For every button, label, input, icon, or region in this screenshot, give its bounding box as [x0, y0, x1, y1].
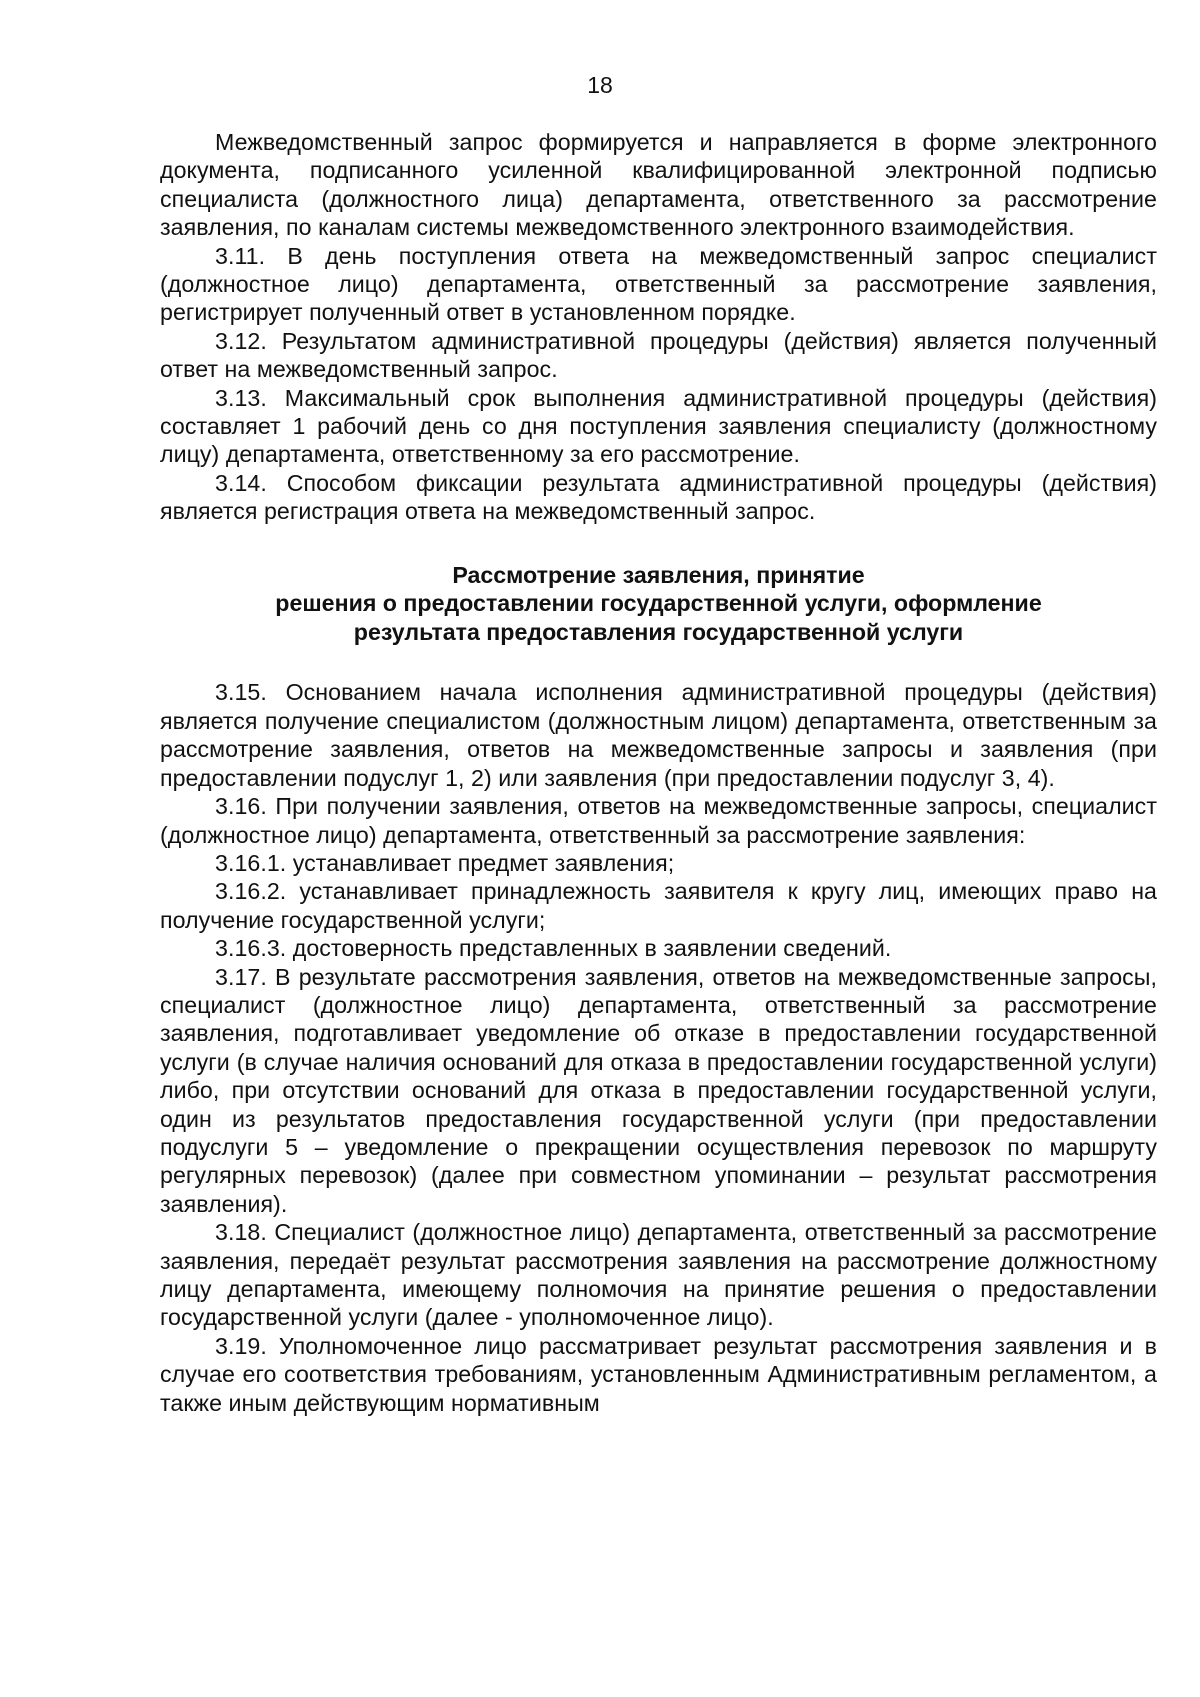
- paragraph-3-13: 3.13. Максимальный срок выполнения административной процедуры (действия) составляет 1 рабочий день со дня поступления заявления специалисту (должностному лицу) департамента, ответственному за его рассмотрение.: [160, 384, 1157, 468]
- paragraph-3-12: 3.12. Результатом административной процедуры (действия) является полученный ответ на межведомственный запрос.: [160, 327, 1157, 383]
- paragraph-3-18: 3.18. Специалист (должностное лицо) департамента, ответственный за рассмотрение заявления, передаёт результат рассмотрения заявления на рассмотрение должностному лицу департамента, имеющему полномочия на принятие решения о предоставлении государственной услуги (далее - уполномоченное лицо).: [160, 1219, 1157, 1331]
- section-heading-line: Рассмотрение заявления, принятие: [452, 561, 865, 588]
- paragraph-3-16-1: 3.16.1. устанавливает предмет заявления;: [215, 849, 675, 876]
- paragraph-3-16: 3.16. При получении заявления, ответов на межведомственные запросы, специалист (должностное лицо) департамента, ответственный за рассмотрение заявления:: [160, 793, 1157, 848]
- paragraph-3-19: 3.19. Уполномоченное лицо рассматривает результат рассмотрения заявления и в случае его соответствия требованиям, установленным Административным регламентом, а также иным действующим нормативным: [160, 1332, 1157, 1416]
- page-number: 18: [587, 72, 613, 98]
- section-heading-line: результата предоставления государственной услуги: [353, 618, 964, 645]
- paragraph-interagency-request: Межведомственный запрос формируется и направляется в форме электронного документа, подписанного усиленной квалифицированной электронной подписью специалиста (должностного лица) департамента, ответственного за рассмотрение заявления, по каналам системы межведомственного электронного взаимодействия.: [160, 129, 1157, 241]
- section-heading: [160, 561, 1157, 647]
- paragraph-3-17: 3.17. В результате рассмотрения заявления, ответов на межведомственные запросы, специалист (должностное лицо) департамента, ответственный за рассмотрение заявления, подготавливает уведомление об отказе в предоставлении государственной услуги (в случае наличия оснований для отказа в предоставлении государственной услуги) либо, при отсутствии оснований для отказа в предоставлении государственной услуги, один из результатов предоставления государственной услуги (при предоставлении подуслуги 5 – уведомление о прекращении осуществления перевозок по маршруту регулярных перевозок) (далее при совместном упоминании – результат рассмотрения заявления).: [160, 963, 1157, 1217]
- document-body: [160, 128, 1157, 1417]
- paragraph-3-14: 3.14. Способом фиксации результата административной процедуры (действия) является регистрация ответа на межведомственный запрос.: [160, 469, 1157, 525]
- paragraph-3-15: 3.15. Основанием начала исполнения административной процедуры (действия) является получение специалистом (должностным лицом) департамента, ответственным за рассмотрение заявления, ответов на межведомственные запросы и заявления (при предоставлении подуслуг 1, 2) или заявления (при предоставлении подуслуг 3, 4).: [160, 679, 1157, 791]
- section-heading-line: решения о предоставлении государственной услуги, оформление: [275, 590, 1042, 617]
- paragraph-3-11: 3.11. В день поступления ответа на межведомственный запрос специалист (должностное лицо) департамента, ответственный за рассмотрение заявления, регистрирует полученный ответ в установленном порядке.: [160, 242, 1157, 326]
- paragraph-3-16-3: 3.16.3. достоверность представленных в заявлении сведений.: [215, 935, 892, 962]
- paragraph-3-16-2: 3.16.2. устанавливает принадлежность заявителя к кругу лиц, имеющих право на получение государственной услуги;: [160, 878, 1157, 933]
